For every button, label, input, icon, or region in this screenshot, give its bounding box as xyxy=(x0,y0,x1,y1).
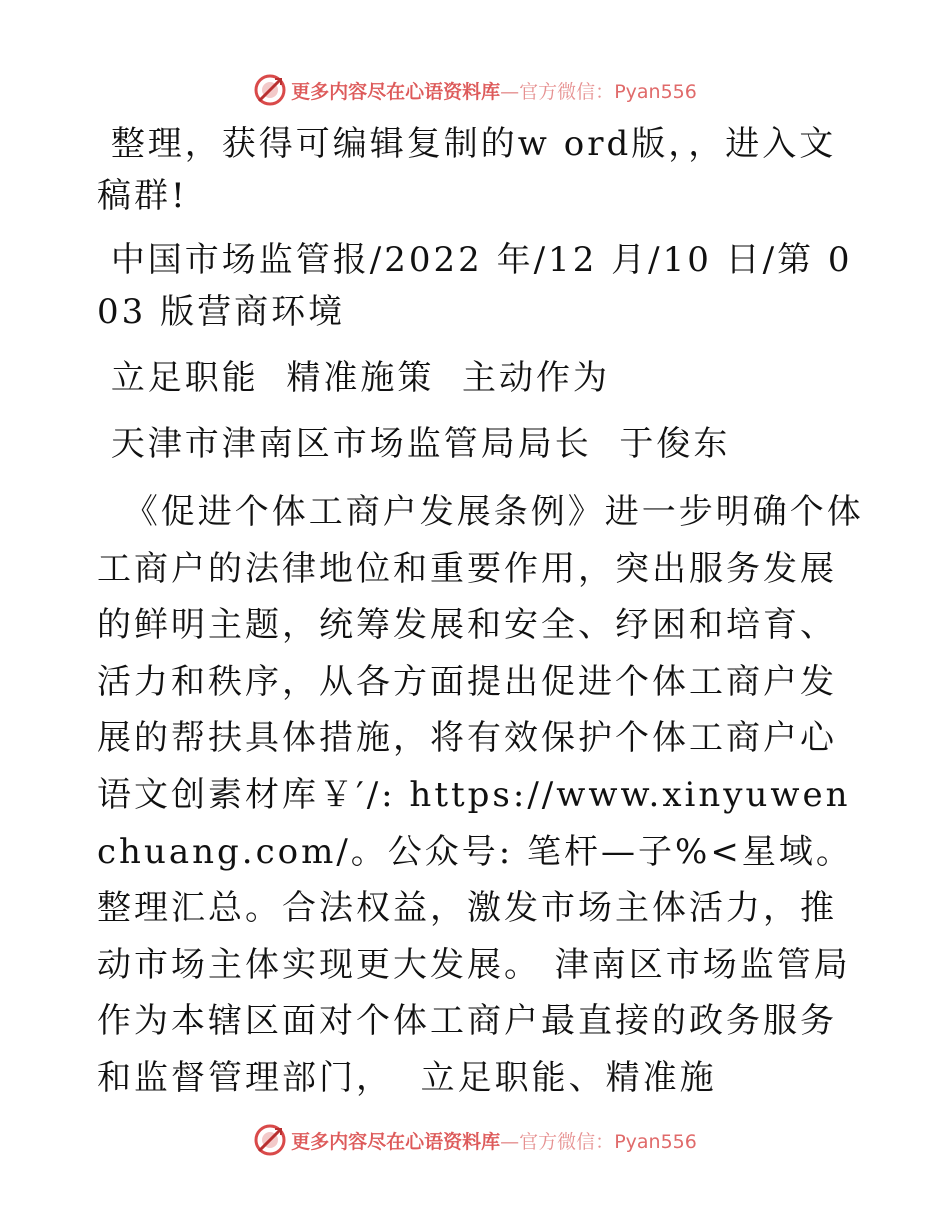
author-line: 天津市津南区市场监管局局长 于俊东 xyxy=(97,424,731,464)
watermark-sub: 官方微信： xyxy=(519,1130,615,1153)
watermark-dash: — xyxy=(500,1130,520,1153)
body-paragraph: 《促进个体工商户发展条例》进一步明确个体工商户的法律地位和重要作用，突出服务发展的鲜明主题，统筹发展和安全、纾困和培育、活力和秩序，从各方面提出促进个体工商户发展的帮扶具体措施，将有效保护个体工商户心语文创素材库￥′/: https://www.xinyuwenchuang.com/。公众号: 笔杆—子%<星域。整理汇总。合法权益，激发市场主体活力，推动市场主体实现更大发展。 津南区市场监管局作为本辖区面对个体工商户最直接的政务服务和监督管理部门， 立足职能、精准施 xyxy=(97,492,864,1098)
watermark-id: Pyan556 xyxy=(614,1130,697,1153)
logo-icon xyxy=(253,73,287,107)
watermark-text xyxy=(291,77,697,104)
document-content xyxy=(97,118,867,1107)
intro-paragraph: 整理，获得可编辑复制的w ord版，，进入文稿群! xyxy=(97,124,837,216)
footer-watermark xyxy=(0,1120,950,1160)
source-line: 中国市场监管报/2022 年/12 月/10 日/第 003 版营商环境 xyxy=(97,240,853,332)
article-title: 立足职能 精准施策 主动作为 xyxy=(97,358,611,398)
watermark-main: 更多内容尽在心语资料库 xyxy=(291,1130,501,1153)
header-watermark xyxy=(0,70,950,110)
logo-icon xyxy=(253,1123,287,1157)
watermark-sub: 官方微信： xyxy=(519,80,615,103)
watermark-id: Pyan556 xyxy=(614,80,697,103)
watermark-dash: — xyxy=(500,80,520,103)
watermark-main: 更多内容尽在心语资料库 xyxy=(291,80,501,103)
watermark-text xyxy=(291,1127,697,1154)
